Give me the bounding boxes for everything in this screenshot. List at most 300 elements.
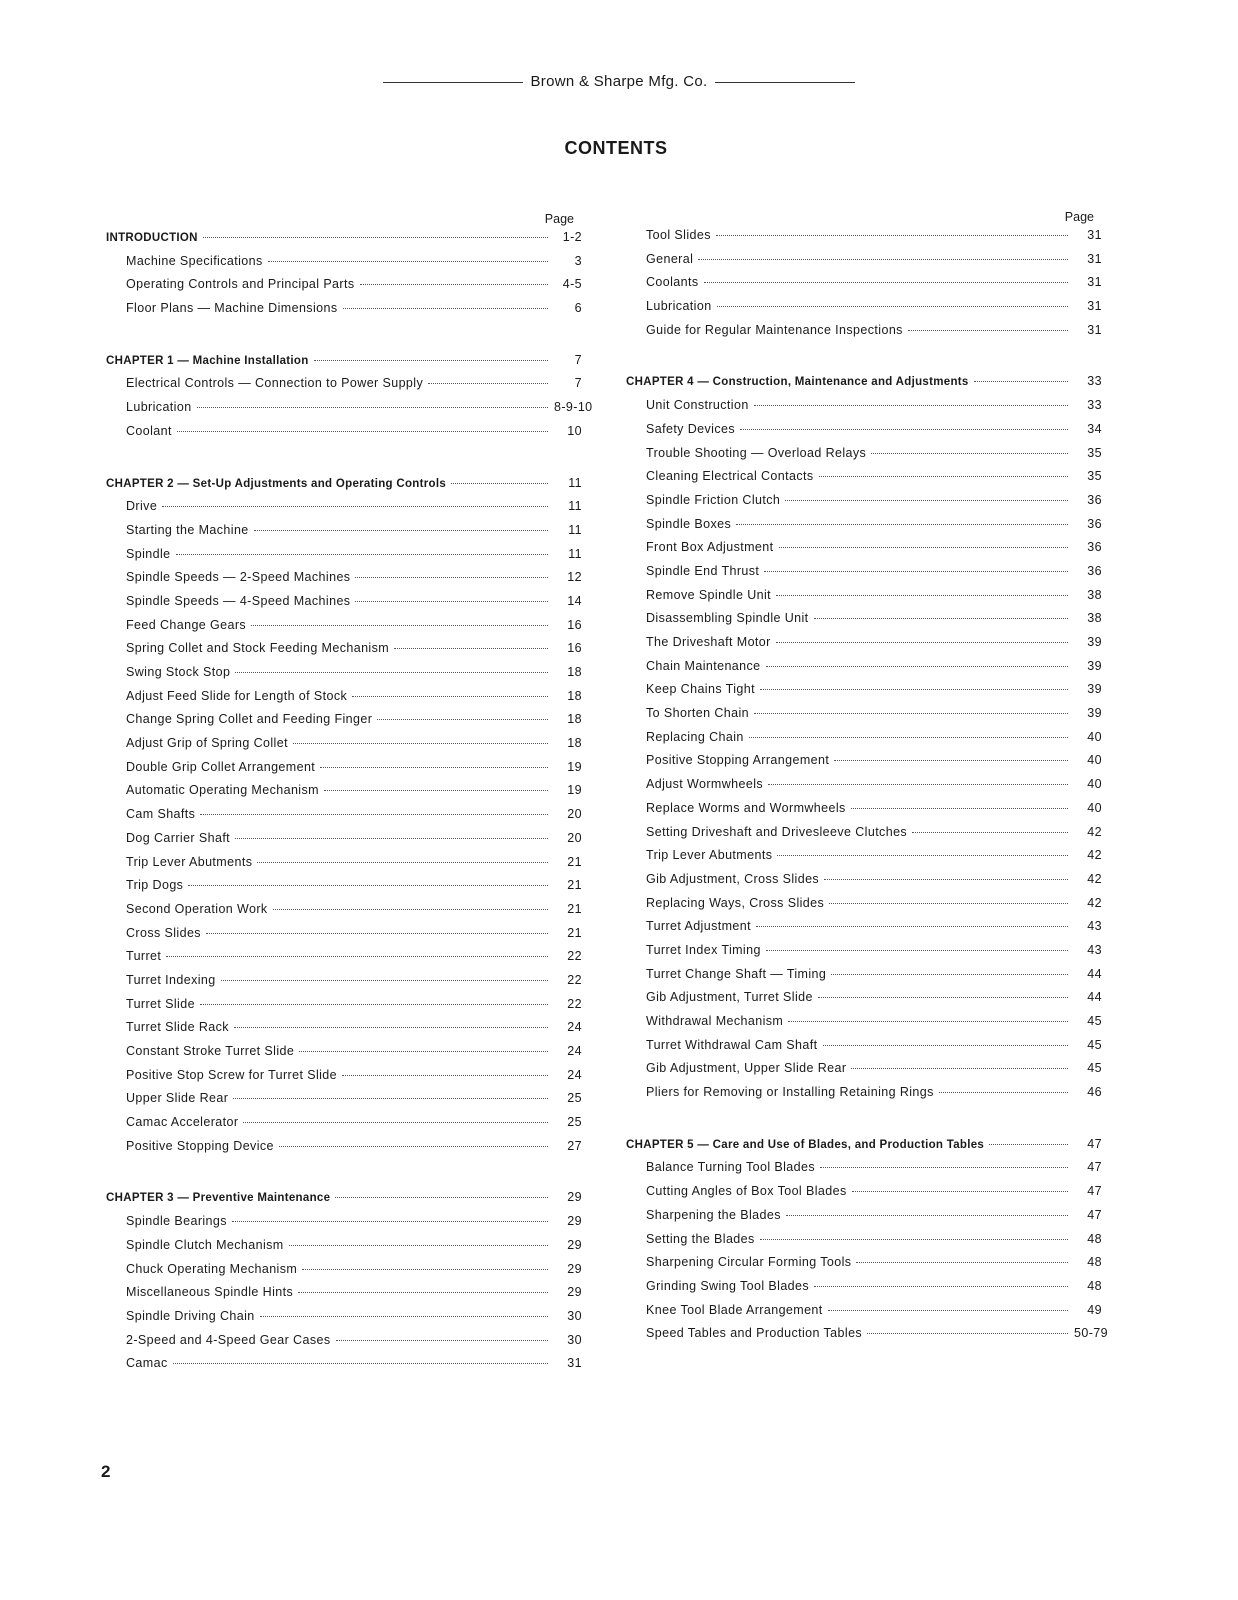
dot-leader [324,790,548,791]
dot-leader [197,407,548,408]
toc-entry-page: 46 [1087,1085,1102,1100]
toc-entry-row [106,1091,582,1115]
company-name: Brown & Sharpe Mfg. Co. [530,73,708,90]
toc-entry-row [106,254,582,278]
toc-entry-page: 43 [1087,942,1102,957]
dot-leader [831,974,1068,975]
toc-entry-page: 29 [567,1190,582,1205]
toc-entry-title: Turret Adjustment [646,919,751,934]
toc-entry-row [106,878,582,902]
toc-entry-page: 31 [1087,322,1102,337]
toc-entry-row [106,1238,582,1262]
toc-entry-page: 31 [1087,275,1102,290]
dot-leader [717,306,1068,307]
toc-entry-page: 21 [567,878,582,893]
toc-entry-row [626,611,1102,635]
dot-leader [176,554,549,555]
toc-entry-title: Sharpening the Blades [646,1207,781,1222]
dot-leader [343,308,549,309]
toc-entry-row [106,618,582,642]
toc-entry-title: Spindle End Thrust [646,563,760,578]
dot-leader [200,1004,548,1005]
toc-entry-row [106,570,582,594]
toc-entry-title: Withdrawal Mechanism [646,1014,784,1028]
toc-entry-row [626,1160,1102,1184]
toc-entry-page: 21 [567,854,582,869]
toc-entry-title: Gib Adjustment, Turret Slide [646,990,813,1005]
page-number: 2 [101,1462,111,1481]
toc-entry-row [626,825,1102,849]
toc-entry-page: 24 [567,1067,582,1082]
toc-entry-row [106,1139,582,1163]
toc-entry-page: 29 [567,1214,582,1229]
dot-leader [251,625,548,626]
dot-leader [824,879,1068,880]
toc-entry-row [106,641,582,665]
toc-entry-row [106,1115,582,1139]
dot-leader [740,429,1068,430]
toc-entry-page: 29 [567,1237,582,1252]
toc-entry-row [626,323,1102,347]
toc-entry-row [106,807,582,831]
toc-entry-page: 44 [1087,966,1102,981]
toc-entry-title: Safety Devices [646,421,735,436]
toc-entry-title: Grinding Swing Tool Blades [646,1278,810,1293]
toc-entry-title: The Driveshaft Motor [646,635,771,649]
toc-entry-page: 25 [567,1115,582,1130]
toc-entry-page: 8-9-10 [554,400,593,415]
toc-chapter-row [106,353,582,377]
toc-entry-row [626,1232,1102,1256]
toc-entry-title: Miscellaneous Spindle Hints [126,1285,294,1300]
toc-entry-page: 16 [567,617,582,632]
dot-leader [200,814,548,815]
toc-entry-title: Turret Withdrawal Cam Shaft [646,1037,818,1052]
dot-leader [736,524,1068,525]
dot-leader [377,719,548,720]
toc-entry-page: 43 [1087,919,1102,934]
toc-entry-row [106,855,582,879]
toc-entry-row [106,400,593,424]
toc-entry-page: 48 [1087,1231,1102,1246]
dot-leader [785,500,1068,501]
toc-entry-row [106,973,582,997]
toc-entry-page: 39 [1087,658,1102,673]
dot-leader [756,926,1068,927]
toc-entry-title: Balance Turning Tool Blades [646,1160,816,1175]
toc-entry-page: 35 [1087,445,1102,460]
toc-entry-row [626,706,1102,730]
dot-leader [768,784,1068,785]
toc-chapter-row [626,1137,1102,1161]
dot-leader [235,672,548,673]
toc-entry-row [106,997,582,1021]
toc-entry-row [626,753,1102,777]
toc-entry-row [106,760,582,784]
toc-entry-page: 20 [567,830,582,845]
toc-entry-title: Turret Index Timing [646,942,761,957]
toc-entry-page: 3 [574,253,582,268]
dot-leader [974,381,1068,382]
dot-leader [451,483,548,484]
dot-leader [912,832,1068,833]
dot-leader [852,1191,1068,1192]
toc-entry-title: Positive Stopping Arrangement [646,753,830,768]
dot-leader [818,997,1068,998]
dot-leader [856,1262,1068,1263]
toc-entry-title: CHAPTER 5 — Care and Use of Blades, and Production Tables [626,1138,985,1151]
dot-leader [908,330,1068,331]
dot-leader [342,1075,548,1076]
toc-entry-title: Trip Dogs [126,878,184,893]
toc-entry-page: 36 [1087,540,1102,555]
toc-entry-page: 34 [1087,421,1102,436]
toc-entry-row [106,1020,582,1044]
toc-entry-row [626,848,1102,872]
dot-leader [355,601,548,602]
toc-chapter-row [626,374,1102,398]
section-gap [626,346,1102,374]
toc-entry-title: Spindle Clutch Mechanism [126,1237,284,1252]
toc-entry-title: Replace Worms and Wormwheels [646,800,846,815]
dot-leader [162,506,548,507]
toc-entry-title: CHAPTER 3 — Preventive Maintenance [106,1192,331,1205]
toc-entry-title: CHAPTER 1 — Machine Installation [106,354,309,367]
toc-entry-row [106,547,582,571]
toc-entry-row [626,517,1102,541]
toc-entry-page: 36 [1087,516,1102,531]
toc-entry-row [106,1309,582,1333]
toc-entry-page: 45 [1087,1061,1102,1076]
toc-entry-row [626,1184,1102,1208]
toc-entry-row [106,301,582,325]
toc-entry-title: Upper Slide Rear [126,1091,229,1106]
toc-entry-page: 18 [567,665,582,679]
page-header [0,73,1238,90]
toc-entry-row [106,499,582,523]
dot-leader [871,453,1068,454]
toc-entry-page: 25 [567,1091,582,1106]
toc-entry-row [626,493,1102,517]
toc-entry-row [626,299,1102,323]
toc-entry-title: Chain Maintenance [646,658,761,673]
toc-entry-title: Trip Lever Abutments [646,848,773,863]
dot-leader [828,1310,1068,1311]
toc-entry-title: Positive Stop Screw for Turret Slide [126,1067,338,1082]
toc-entry-title: Coolants [646,275,699,290]
toc-entry-page: 24 [567,1020,582,1035]
toc-entry-page: 40 [1087,729,1102,744]
toc-entry-row [626,398,1102,422]
toc-entry-page: 20 [567,807,582,822]
toc-entry-page: 31 [1087,228,1102,242]
toc-entry-page: 18 [567,688,582,703]
toc-entry-title: Remove Spindle Unit [646,587,772,602]
toc-entry-row [626,896,1102,920]
toc-entry-row [626,919,1102,943]
dot-leader [203,237,548,238]
toc-entry-title: Turret Change Shaft — Timing [646,966,827,981]
dot-leader [760,1239,1068,1240]
dot-leader [814,618,1068,619]
dot-leader [352,696,548,697]
toc-left-list [106,230,593,1380]
toc-entry-title: Floor Plans — Machine Dimensions [126,301,338,316]
toc-entry-title: Cleaning Electrical Contacts [646,469,814,484]
toc-entry-page: 11 [568,522,582,537]
dot-leader [749,737,1068,738]
toc-entry-row [106,594,582,618]
toc-entry-row [626,777,1102,801]
toc-entry-page: 45 [1087,1037,1102,1052]
toc-entry-title: Guide for Regular Maintenance Inspections [646,322,903,337]
toc-entry-title: To Shorten Chain [646,706,749,721]
toc-entry-title: Coolant [126,423,172,438]
toc-entry-page: 40 [1087,777,1102,792]
toc-right-column [626,210,1108,1350]
toc-entry-row [106,523,582,547]
dot-leader [260,1316,548,1317]
dot-leader [754,713,1068,714]
toc-entry-page: 31 [1087,251,1102,266]
toc-entry-row [106,1262,582,1286]
dot-leader [989,1144,1068,1145]
toc-entry-title: Sharpening Circular Forming Tools [646,1255,852,1270]
toc-entry-page: 30 [567,1308,582,1323]
toc-entry-row [106,376,582,400]
toc-entry-row [626,1014,1102,1038]
toc-entry-title: Adjust Feed Slide for Length of Stock [126,688,348,703]
toc-entry-title: Drive [126,499,158,514]
dot-leader [302,1269,548,1270]
toc-entry-row [106,949,582,973]
dot-leader [777,855,1068,856]
toc-entry-title: CHAPTER 4 — Construction, Maintenance and Adjustments [626,376,969,389]
toc-entry-title: Adjust Grip of Spring Collet [126,736,288,751]
dot-leader [428,383,548,384]
toc-entry-page: 42 [1087,871,1102,886]
toc-entry-page: 35 [1087,469,1102,484]
toc-entry-page: 1-2 [562,230,582,244]
toc-entry-page: 31 [567,1356,582,1371]
toc-entry-title: Setting Driveshaft and Drivesleeve Clutches [646,824,908,839]
toc-entry-title: Trouble Shooting — Overload Relays [646,445,867,460]
toc-entry-page: 45 [1087,1014,1102,1028]
toc-entry-title: Automatic Operating Mechanism [126,783,319,798]
toc-entry-page: 19 [567,759,582,774]
toc-entry-title: Second Operation Work [126,901,268,916]
toc-entry-row [626,1326,1108,1350]
toc-entry-page: 47 [1087,1136,1102,1151]
dot-leader [766,666,1068,667]
toc-entry-row [106,689,582,713]
dot-leader [257,862,548,863]
dot-leader [394,648,548,649]
toc-entry-row [626,635,1102,659]
dot-leader [704,282,1068,283]
toc-entry-row [626,730,1102,754]
toc-entry-title: Speed Tables and Production Tables [646,1326,863,1341]
dot-leader [235,838,548,839]
toc-entry-row [106,277,582,301]
toc-entry-page: 7 [574,352,582,367]
toc-entry-page: 27 [567,1138,582,1153]
toc-entry-title: Keep Chains Tight [646,682,755,697]
toc-entry-row [626,801,1102,825]
toc-chapter-row [106,230,582,254]
toc-entry-title: CHAPTER 2 — Set-Up Adjustments and Operating Controls [106,477,447,490]
toc-entry-title: Setting the Blades [646,1231,755,1246]
dot-leader [279,1146,548,1147]
toc-entry-title: Pliers for Removing or Installing Retaining Rings [646,1085,934,1100]
toc-entry-title: Cam Shafts [126,807,196,822]
toc-entry-row [626,564,1102,588]
toc-entry-page: 38 [1087,587,1102,602]
toc-entry-row [106,831,582,855]
toc-entry-title: Positive Stopping Device [126,1138,274,1153]
toc-left-column [106,212,593,1380]
section-gap [106,325,582,353]
toc-entry-page: 12 [567,570,582,585]
toc-entry-title: Cross Slides [126,925,201,940]
toc-entry-page: 19 [567,783,582,798]
toc-entry-title: Swing Stock Stop [126,665,231,679]
toc-entry-title: Double Grip Collet Arrangement [126,759,316,774]
dot-leader [188,885,548,886]
toc-entry-title: Camac [126,1356,168,1371]
toc-entry-page: 39 [1087,706,1102,721]
dot-leader [823,1045,1069,1046]
toc-entry-page: 10 [567,423,582,438]
page-column-header: Page [1064,210,1094,224]
dot-leader [360,284,549,285]
dot-leader [232,1221,548,1222]
toc-entry-page: 44 [1087,990,1102,1005]
dot-leader [851,808,1068,809]
toc-entry-page: 21 [567,901,582,916]
toc-entry-title: Disassembling Spindle Unit [646,611,809,626]
toc-entry-page: 39 [1087,682,1102,697]
toc-entry-row [106,902,582,926]
toc-entry-title: Spindle Bearings [126,1214,227,1229]
toc-entry-row [106,1356,582,1380]
toc-entry-page: 36 [1087,563,1102,578]
toc-entry-row [106,926,582,950]
toc-entry-row [626,967,1102,991]
toc-entry-row [626,1208,1102,1232]
toc-entry-title: Camac Accelerator [126,1115,239,1130]
toc-entry-page: 40 [1087,753,1102,768]
toc-entry-row [106,783,582,807]
toc-entry-page: 21 [567,925,582,940]
toc-entry-page: 11 [568,499,582,514]
dot-leader [234,1027,548,1028]
toc-entry-row [106,1044,582,1068]
dot-leader [206,933,548,934]
toc-entry-page: 31 [1087,299,1102,314]
dot-leader [268,261,548,262]
toc-entry-title: INTRODUCTION [106,232,198,244]
toc-entry-page: 40 [1087,800,1102,815]
toc-entry-title: Turret Indexing [126,972,216,987]
toc-entry-title: Gib Adjustment, Upper Slide Rear [646,1061,847,1076]
toc-entry-row [626,446,1102,470]
toc-entry-page: 42 [1087,824,1102,839]
toc-entry-title: Spindle Friction Clutch [646,492,781,507]
dot-leader [293,743,548,744]
dot-leader [939,1092,1068,1093]
toc-entry-row [626,1085,1102,1109]
toc-entry-title: Replacing Chain [646,729,744,744]
dot-leader [336,1340,549,1341]
toc-entry-page: 47 [1087,1184,1102,1199]
dot-leader [221,980,548,981]
toc-entry-page: 48 [1087,1255,1102,1270]
toc-entry-title: Tool Slides [646,228,711,242]
toc-entry-page: 6 [574,301,582,316]
toc-entry-title: Unit Construction [646,398,749,413]
dot-leader [834,760,1068,761]
toc-entry-page: 11 [568,475,582,490]
section-gap [626,1109,1102,1137]
toc-entry-row [106,665,582,689]
page-column-header: Page [544,212,574,226]
toc-entry-page: 4-5 [562,277,582,292]
page-title: CONTENTS [564,138,668,158]
toc-chapter-row [106,476,582,500]
toc-entry-title: Spindle Boxes [646,516,732,531]
dot-leader [760,689,1068,690]
dot-leader [254,530,548,531]
toc-entry-row [626,943,1102,967]
toc-entry-row [626,252,1102,276]
dot-leader [820,1167,1068,1168]
toc-entry-row [626,588,1102,612]
toc-entry-title: Adjust Wormwheels [646,777,764,792]
toc-chapter-row [106,1190,582,1214]
dot-leader [776,595,1068,596]
dot-leader [243,1122,548,1123]
toc-entry-row [626,990,1102,1014]
toc-entry-title: Turret [126,949,162,964]
dot-leader [851,1068,1068,1069]
toc-entry-row [626,228,1102,252]
dot-leader [355,577,548,578]
toc-entry-page: 36 [1087,492,1102,507]
toc-entry-page: 16 [567,641,582,656]
dot-leader [766,950,1068,951]
toc-entry-title: Operating Controls and Principal Parts [126,277,355,292]
toc-entry-row [626,682,1102,706]
dot-leader [298,1292,548,1293]
toc-entry-row [106,424,582,448]
toc-entry-title: Spindle Speeds — 2-Speed Machines [126,570,351,585]
toc-entry-row [626,1279,1102,1303]
dot-leader [786,1215,1068,1216]
dot-leader [177,431,548,432]
toc-right-list [626,228,1108,1350]
toc-entry-title: Replacing Ways, Cross Slides [646,895,825,910]
header-rule-right [715,82,855,83]
toc-entry-title: Constant Stroke Turret Slide [126,1044,295,1058]
toc-entry-title: General [646,251,694,266]
dot-leader [819,476,1068,477]
toc-entry-row [626,469,1102,493]
toc-entry-row [626,1255,1102,1279]
toc-entry-title: Turret Slide Rack [126,1020,229,1035]
toc-entry-row [626,1038,1102,1062]
toc-entry-page: 24 [567,1044,582,1058]
